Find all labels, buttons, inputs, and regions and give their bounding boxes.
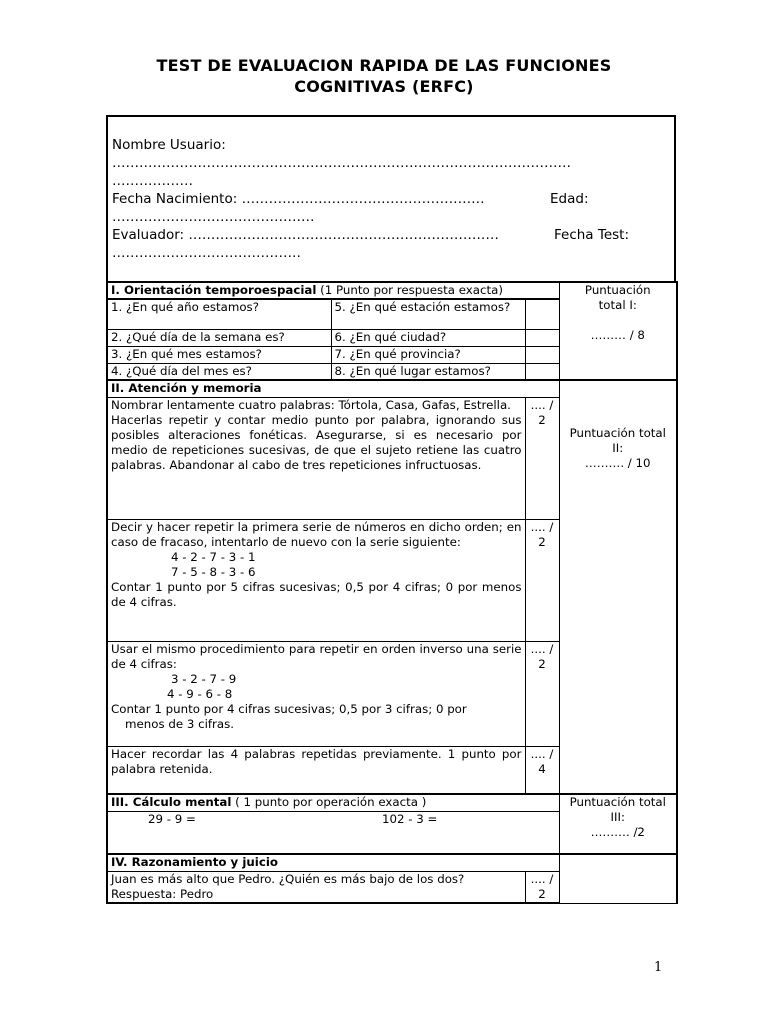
question-2: 2. ¿Qué día de la semana es? [107, 329, 331, 346]
evaluation-table [106, 281, 678, 904]
section-2-total-score: ………. / 10 [584, 456, 651, 470]
operation-2: 102 - 3 = [382, 811, 438, 826]
section-3-title: III. Cálculo mental ( 1 punto por operación exacta ) [107, 794, 559, 811]
evaluador-label: Evaluador: …………………………………………………………… [112, 227, 499, 243]
fecha-nacimiento-label: Fecha Nacimiento: ……………………………………………… [112, 191, 485, 207]
nombre-label: Nombre Usuario: [112, 137, 226, 153]
item-1-text: Nombrar lentamente cuatro palabras: Tórtola, Casa, Gafas, Estrella. Hacerlas repetir y contar medio punto por palabra, ignorando sus posibles alteraciones fonéticas. Asegurarse, si es necesario por medio de repeticiones sucesivas, de que el sujeto retiene las cuatro palabras. Abandonar al cabo de tres repeticiones infructuosas. [107, 397, 525, 519]
question-4: 4. ¿Qué día del mes es? [107, 363, 331, 380]
answer-cell [525, 346, 559, 363]
reasoning-item-score: .... / 2 [525, 871, 559, 903]
question-6: 6. ¿En qué ciudad? [331, 329, 525, 346]
item-2-score: .... / 2 [525, 519, 559, 641]
section-4-header-row [107, 854, 677, 871]
section-3-total-score: ………. /2 [590, 825, 645, 839]
section-1-total [559, 282, 677, 380]
page-number: 1 [654, 960, 663, 975]
item-1-score: .... / 2 [525, 397, 559, 519]
fecha-test-dots: …………………………………… [112, 245, 301, 261]
operations-cell [107, 811, 559, 854]
section-1-title: I. Orientación temporoespacial (1 Punto por respuesta exacta) [107, 282, 559, 299]
edad-dots: ……………………………………… [112, 209, 315, 225]
section-4-title: IV. Razonamiento y juicio [107, 854, 559, 871]
evaluador-row [112, 226, 674, 244]
item-2-text: Decir y hacer repetir la primera serie de números en dicho orden; en caso de fracaso, intentarlo de nuevo con la serie siguiente: 4 - 2 - 7 - 3 - 1 7 - 5 - 8 - 3 - 6 Contar 1 punto por 5 cifras sucesivas; 0,5 por 4 cifras; 0 por menos de 4 cifras. [107, 519, 525, 641]
section-1-total-score: ……… / 8 [590, 328, 645, 342]
question-7: 7. ¿En qué provincia? [331, 346, 525, 363]
nombre-dots-2: ……………… [112, 173, 193, 189]
section-4-total [559, 854, 677, 903]
title-line-1: TEST DE EVALUACION RAPIDA DE LAS FUNCIONES [156, 56, 612, 75]
nombre-dots-1: ………………………………………………………………………………………… [112, 155, 571, 171]
operation-1: 29 - 9 = [148, 811, 196, 826]
section-2-total [559, 380, 677, 794]
answer-cell [525, 363, 559, 380]
edad-label: Edad: [550, 191, 589, 207]
question-1: 1. ¿En qué año estamos? [107, 299, 331, 329]
reasoning-item-text: Juan es más alto que Pedro. ¿Quién es más bajo de los dos? Respuesta: Pedro [107, 871, 525, 903]
patient-info-box [106, 115, 676, 281]
question-5: 5. ¿En qué estación estamos? [331, 299, 525, 329]
title-line-2: COGNITIVAS (ERFC) [294, 77, 474, 96]
section-3-total [559, 794, 677, 854]
question-8: 8. ¿En qué lugar estamos? [331, 363, 525, 380]
item-3-score: .... / 2 [525, 641, 559, 746]
document-title [0, 55, 768, 97]
fecha-nacimiento-row [112, 190, 674, 208]
answer-cell [525, 299, 559, 329]
fecha-test-label: Fecha Test: [554, 227, 630, 243]
item-4-score: .... / 4 [525, 746, 559, 794]
section-1-header-row [107, 282, 677, 299]
section-1-total-label: Puntuación total I: [584, 283, 651, 312]
section-2-title: II. Atención y memoria [107, 380, 559, 397]
item-3-text: Usar el mismo procedimiento para repetir en orden inverso una serie de 4 cifras: 3 - 2 - 7 - 9 4 - 9 - 6 - 8 Contar 1 punto por 4 cifras sucesivas; 0,5 por 3 cifras; 0 por menos de 3 cifras. [107, 641, 525, 746]
item-4-text: Hacer recordar las 4 palabras repetidas previamente. 1 punto por palabra retenida. [107, 746, 525, 794]
section-2-header-row [107, 380, 677, 397]
section-3-header-row [107, 794, 677, 811]
question-3: 3. ¿En qué mes estamos? [107, 346, 331, 363]
section-2-total-label: Puntuación total II: [569, 426, 666, 455]
answer-cell [525, 329, 559, 346]
section-3-total-label: Puntuación total III: [569, 795, 666, 824]
